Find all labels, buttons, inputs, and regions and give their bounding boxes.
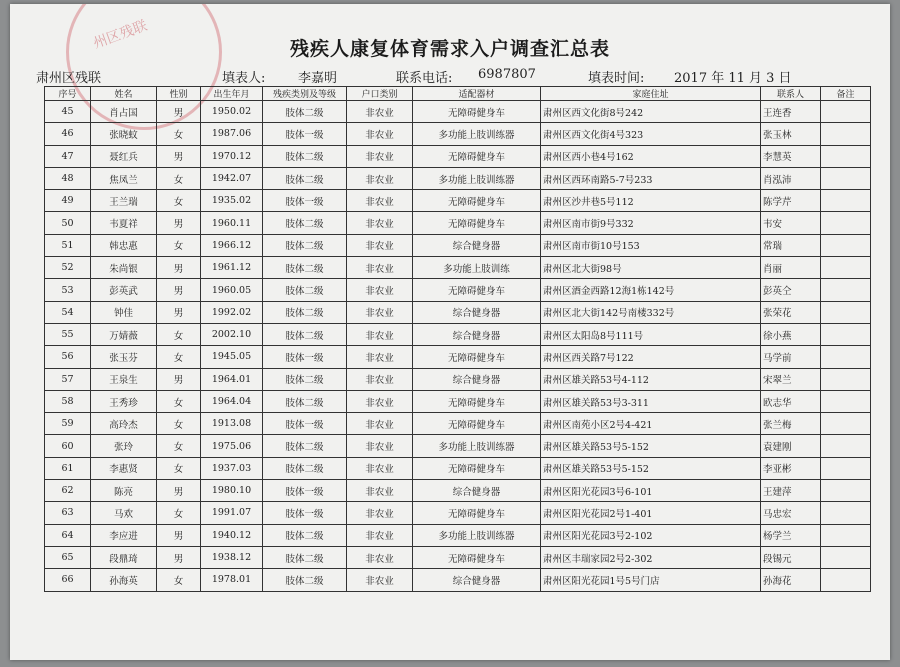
table-cell: 女 bbox=[157, 569, 201, 591]
table-cell: 无障碍健身车 bbox=[413, 546, 541, 568]
table-cell: 非农业 bbox=[347, 190, 413, 212]
table-cell: 孙海花 bbox=[761, 569, 821, 591]
table-cell: 无障碍健身车 bbox=[413, 390, 541, 412]
table-header-row bbox=[45, 87, 871, 101]
table-cell: 孙海英 bbox=[91, 569, 157, 591]
table-cell: 男 bbox=[157, 368, 201, 390]
table-cell: 57 bbox=[45, 368, 91, 390]
table-cell: 肢体二级 bbox=[263, 390, 347, 412]
document-page bbox=[10, 4, 890, 660]
table-cell: 女 bbox=[157, 234, 201, 256]
table-cell: 女 bbox=[157, 390, 201, 412]
table-cell: 聂红兵 bbox=[91, 145, 157, 167]
table-cell: 1975.06 bbox=[201, 435, 263, 457]
table-cell bbox=[821, 457, 871, 479]
table-cell: 王建萍 bbox=[761, 480, 821, 502]
table-cell bbox=[821, 234, 871, 256]
table-row bbox=[45, 546, 871, 568]
table-cell: 非农业 bbox=[347, 212, 413, 234]
date-value: 2017 年 11 月 3 日 bbox=[674, 71, 792, 86]
table-cell: 宋翠兰 bbox=[761, 368, 821, 390]
table-cell: 肢体二级 bbox=[263, 145, 347, 167]
table-cell: 53 bbox=[45, 279, 91, 301]
table-cell: 张兰梅 bbox=[761, 413, 821, 435]
table-cell bbox=[821, 212, 871, 234]
table-cell: 1991.07 bbox=[201, 502, 263, 524]
table-cell: 女 bbox=[157, 502, 201, 524]
table-cell: 张玲 bbox=[91, 435, 157, 457]
table-cell: 多功能上肢训练器 bbox=[413, 123, 541, 145]
table-cell bbox=[821, 167, 871, 189]
table-cell: 肖丽 bbox=[761, 257, 821, 279]
table-cell: 47 bbox=[45, 145, 91, 167]
filler-label: 填表人: bbox=[222, 71, 266, 86]
table-cell: 非农业 bbox=[347, 145, 413, 167]
table-cell: 肃州区阳光花园3号2-102 bbox=[541, 524, 761, 546]
table-cell bbox=[821, 390, 871, 412]
table-row bbox=[45, 167, 871, 189]
table-row bbox=[45, 123, 871, 145]
table-cell: 45 bbox=[45, 101, 91, 123]
table-cell: 肃州区西文化街4号323 bbox=[541, 123, 761, 145]
table-cell: 男 bbox=[157, 212, 201, 234]
table-cell: 非农业 bbox=[347, 301, 413, 323]
table-cell: 非农业 bbox=[347, 346, 413, 368]
seal-text: 州区残联 bbox=[91, 17, 150, 53]
table-cell: 女 bbox=[157, 323, 201, 345]
table-cell: 袁建刚 bbox=[761, 435, 821, 457]
table-cell: 1970.12 bbox=[201, 145, 263, 167]
table-cell bbox=[821, 301, 871, 323]
table-cell: 肃州区阳光花园2号1-401 bbox=[541, 502, 761, 524]
table-cell: 彭英仝 bbox=[761, 279, 821, 301]
table-cell: 王泉生 bbox=[91, 368, 157, 390]
table-cell: 陈学芹 bbox=[761, 190, 821, 212]
column-header: 性别 bbox=[157, 87, 201, 101]
table-cell: 50 bbox=[45, 212, 91, 234]
table-cell: 1913.08 bbox=[201, 413, 263, 435]
table-row bbox=[45, 413, 871, 435]
table-cell: 48 bbox=[45, 167, 91, 189]
table-cell: 综合健身器 bbox=[413, 323, 541, 345]
table-cell: 肢体一级 bbox=[263, 502, 347, 524]
table-body bbox=[45, 101, 871, 592]
table-cell: 肃州区太阳岛8号111号 bbox=[541, 323, 761, 345]
table-cell: 肖泓沛 bbox=[761, 167, 821, 189]
table-cell: 肢体一级 bbox=[263, 190, 347, 212]
unit-name: 肃州区残联 bbox=[36, 71, 102, 86]
table-cell: 张荣花 bbox=[761, 301, 821, 323]
table-cell: 2002.10 bbox=[201, 323, 263, 345]
table-cell bbox=[821, 569, 871, 591]
table-cell: 肢体二级 bbox=[263, 301, 347, 323]
table-cell: 女 bbox=[157, 190, 201, 212]
table-cell: 46 bbox=[45, 123, 91, 145]
table-cell bbox=[821, 524, 871, 546]
table-cell bbox=[821, 257, 871, 279]
table-cell: 肢体二级 bbox=[263, 368, 347, 390]
table-cell: 肢体二级 bbox=[263, 212, 347, 234]
table-cell: 非农业 bbox=[347, 279, 413, 301]
table-cell: 52 bbox=[45, 257, 91, 279]
table-cell: 1961.12 bbox=[201, 257, 263, 279]
table-cell: 非农业 bbox=[347, 390, 413, 412]
table-cell: 肃州区阳光花园3号6-101 bbox=[541, 480, 761, 502]
table-cell: 61 bbox=[45, 457, 91, 479]
table-cell: 肢体一级 bbox=[263, 123, 347, 145]
table-cell: 男 bbox=[157, 279, 201, 301]
table-cell: 非农业 bbox=[347, 457, 413, 479]
table-cell: 1945.05 bbox=[201, 346, 263, 368]
table-cell bbox=[821, 435, 871, 457]
table-cell: 55 bbox=[45, 323, 91, 345]
table-cell: 肢体二级 bbox=[263, 257, 347, 279]
table-cell: 肃州区南苑小区2号4-421 bbox=[541, 413, 761, 435]
table-row bbox=[45, 212, 871, 234]
table-cell: 段鼎琦 bbox=[91, 546, 157, 568]
table-cell: 韩忠惠 bbox=[91, 234, 157, 256]
table-cell: 万婧薇 bbox=[91, 323, 157, 345]
table-cell: 1940.12 bbox=[201, 524, 263, 546]
column-header: 适配器材 bbox=[413, 87, 541, 101]
table-cell bbox=[821, 346, 871, 368]
table-cell bbox=[821, 279, 871, 301]
table-cell: 66 bbox=[45, 569, 91, 591]
table-cell: 杨学兰 bbox=[761, 524, 821, 546]
table-cell: 1960.05 bbox=[201, 279, 263, 301]
table-cell bbox=[821, 123, 871, 145]
table-cell: 焦凤兰 bbox=[91, 167, 157, 189]
table-cell: 1964.04 bbox=[201, 390, 263, 412]
table-cell: 无障碍健身车 bbox=[413, 279, 541, 301]
table-cell: 李慧英 bbox=[761, 145, 821, 167]
table-cell: 王秀珍 bbox=[91, 390, 157, 412]
table-cell: 女 bbox=[157, 123, 201, 145]
survey-table bbox=[44, 86, 871, 592]
table-cell: 多功能上肢训练器 bbox=[413, 524, 541, 546]
table-cell: 1960.11 bbox=[201, 212, 263, 234]
table-cell: 肃州区阳光花园1号5号门店 bbox=[541, 569, 761, 591]
table-cell: 肃州区雄关路53号5-152 bbox=[541, 457, 761, 479]
table-row bbox=[45, 480, 871, 502]
table-cell: 肃州区西文化街8号242 bbox=[541, 101, 761, 123]
table-cell: 男 bbox=[157, 257, 201, 279]
table-cell: 1935.02 bbox=[201, 190, 263, 212]
table-cell: 综合健身器 bbox=[413, 480, 541, 502]
date-label: 填表时间: bbox=[588, 71, 645, 86]
column-header: 姓名 bbox=[91, 87, 157, 101]
table-cell: 1992.02 bbox=[201, 301, 263, 323]
table-row bbox=[45, 101, 871, 123]
table-row bbox=[45, 257, 871, 279]
table-cell: 欧志华 bbox=[761, 390, 821, 412]
table-cell: 马忠宏 bbox=[761, 502, 821, 524]
table-cell: 男 bbox=[157, 101, 201, 123]
table-row bbox=[45, 346, 871, 368]
table-cell: 非农业 bbox=[347, 167, 413, 189]
column-header: 家庭住址 bbox=[541, 87, 761, 101]
table-cell: 1966.12 bbox=[201, 234, 263, 256]
table-cell: 李应进 bbox=[91, 524, 157, 546]
table-cell: 1937.03 bbox=[201, 457, 263, 479]
table-cell: 肃州区酒金西路12海1栋142号 bbox=[541, 279, 761, 301]
column-header: 备注 bbox=[821, 87, 871, 101]
table-cell: 肢体二级 bbox=[263, 435, 347, 457]
table-row bbox=[45, 435, 871, 457]
table-cell: 综合健身器 bbox=[413, 234, 541, 256]
phone-number: 6987807 bbox=[478, 67, 536, 82]
document-title: 残疾人康复体育需求入户调查汇总表 bbox=[289, 38, 610, 60]
table-cell: 肢体二级 bbox=[263, 569, 347, 591]
column-header: 序号 bbox=[45, 87, 91, 101]
table-cell bbox=[821, 502, 871, 524]
table-cell: 女 bbox=[157, 413, 201, 435]
table-cell: 无障碍健身车 bbox=[413, 502, 541, 524]
table-cell: 张玉芬 bbox=[91, 346, 157, 368]
table-cell: 非农业 bbox=[347, 524, 413, 546]
table-cell: 1978.01 bbox=[201, 569, 263, 591]
table-row bbox=[45, 190, 871, 212]
table-cell: 彭英武 bbox=[91, 279, 157, 301]
table-cell: 男 bbox=[157, 524, 201, 546]
table-cell bbox=[821, 101, 871, 123]
table-cell: 58 bbox=[45, 390, 91, 412]
table-cell bbox=[821, 368, 871, 390]
table-cell: 56 bbox=[45, 346, 91, 368]
table-cell: 综合健身器 bbox=[413, 569, 541, 591]
table-cell: 综合健身器 bbox=[413, 368, 541, 390]
table-cell: 多功能上肢训练器 bbox=[413, 435, 541, 457]
table-cell: 陈亮 bbox=[91, 480, 157, 502]
table-cell: 1950.02 bbox=[201, 101, 263, 123]
column-header: 残疾类别及等级 bbox=[263, 87, 347, 101]
column-header: 户口类别 bbox=[347, 87, 413, 101]
column-header: 联系人 bbox=[761, 87, 821, 101]
table-cell: 男 bbox=[157, 480, 201, 502]
table-cell: 张晓蚊 bbox=[91, 123, 157, 145]
table-cell: 49 bbox=[45, 190, 91, 212]
table-cell: 王连香 bbox=[761, 101, 821, 123]
table-cell: 肢体二级 bbox=[263, 234, 347, 256]
table-row bbox=[45, 457, 871, 479]
table-cell: 1938.12 bbox=[201, 546, 263, 568]
table-cell: 肢体二级 bbox=[263, 101, 347, 123]
table-cell: 韦安 bbox=[761, 212, 821, 234]
table-cell bbox=[821, 413, 871, 435]
table-cell: 多功能上肢训练器 bbox=[413, 167, 541, 189]
table-cell: 肖占国 bbox=[91, 101, 157, 123]
table-cell: 肃州区南市街10号153 bbox=[541, 234, 761, 256]
table-cell: 肃州区丰瑞家园2号2-302 bbox=[541, 546, 761, 568]
table-cell: 女 bbox=[157, 346, 201, 368]
table-cell: 肢体一级 bbox=[263, 480, 347, 502]
table-cell: 非农业 bbox=[347, 323, 413, 345]
table-cell: 无障碍健身车 bbox=[413, 190, 541, 212]
table-cell: 钟佳 bbox=[91, 301, 157, 323]
table-cell: 54 bbox=[45, 301, 91, 323]
table-cell: 段锡元 bbox=[761, 546, 821, 568]
table-cell: 肢体二级 bbox=[263, 524, 347, 546]
table-cell: 非农业 bbox=[347, 569, 413, 591]
table-row bbox=[45, 279, 871, 301]
table-cell: 64 bbox=[45, 524, 91, 546]
table-cell: 徐小燕 bbox=[761, 323, 821, 345]
table-cell: 肃州区雄关路53号5-152 bbox=[541, 435, 761, 457]
table-cell bbox=[821, 480, 871, 502]
table-cell: 1964.01 bbox=[201, 368, 263, 390]
table-cell: 常瑞 bbox=[761, 234, 821, 256]
table-cell: 非农业 bbox=[347, 101, 413, 123]
table-cell: 1987.06 bbox=[201, 123, 263, 145]
table-cell: 无障碍健身车 bbox=[413, 145, 541, 167]
table-cell: 无障碍健身车 bbox=[413, 346, 541, 368]
table-cell: 59 bbox=[45, 413, 91, 435]
table-cell: 肢体二级 bbox=[263, 167, 347, 189]
table-cell: 朱尚银 bbox=[91, 257, 157, 279]
table-cell: 肢体二级 bbox=[263, 546, 347, 568]
table-cell bbox=[821, 190, 871, 212]
table-cell: 无障碍健身车 bbox=[413, 413, 541, 435]
filler-name: 李嘉明 bbox=[298, 71, 338, 86]
table-cell bbox=[821, 323, 871, 345]
table-cell: 肃州区雄关路53号4-112 bbox=[541, 368, 761, 390]
table-cell: 肃州区西小巷4号162 bbox=[541, 145, 761, 167]
table-cell: 男 bbox=[157, 301, 201, 323]
table-cell: 王兰瑞 bbox=[91, 190, 157, 212]
table-cell: 肢体一级 bbox=[263, 413, 347, 435]
table-cell: 1942.07 bbox=[201, 167, 263, 189]
table-cell: 肃州区沙井巷5号112 bbox=[541, 190, 761, 212]
table-cell: 无障碍健身车 bbox=[413, 457, 541, 479]
table-cell bbox=[821, 145, 871, 167]
table-cell: 女 bbox=[157, 435, 201, 457]
table-cell: 无障碍健身车 bbox=[413, 101, 541, 123]
column-header: 出生年月 bbox=[201, 87, 263, 101]
table-cell: 65 bbox=[45, 546, 91, 568]
table-cell: 肃州区北大街98号 bbox=[541, 257, 761, 279]
table-cell: 非农业 bbox=[347, 257, 413, 279]
table-cell: 肃州区南市街9号332 bbox=[541, 212, 761, 234]
table-cell: 李惠贤 bbox=[91, 457, 157, 479]
table-cell: 非农业 bbox=[347, 368, 413, 390]
table-cell: 62 bbox=[45, 480, 91, 502]
table-row bbox=[45, 524, 871, 546]
table-cell: 非农业 bbox=[347, 502, 413, 524]
table-cell: 肢体二级 bbox=[263, 279, 347, 301]
table-cell: 60 bbox=[45, 435, 91, 457]
table-cell: 肢体二级 bbox=[263, 457, 347, 479]
table-cell: 肃州区雄关路53号3-311 bbox=[541, 390, 761, 412]
table-cell: 63 bbox=[45, 502, 91, 524]
table-cell: 肢体二级 bbox=[263, 323, 347, 345]
table-row bbox=[45, 145, 871, 167]
table-cell: 非农业 bbox=[347, 234, 413, 256]
table-cell: 李亚彬 bbox=[761, 457, 821, 479]
table-cell: 非农业 bbox=[347, 480, 413, 502]
table-row bbox=[45, 368, 871, 390]
table-cell: 张玉林 bbox=[761, 123, 821, 145]
table-cell: 女 bbox=[157, 167, 201, 189]
table-cell: 51 bbox=[45, 234, 91, 256]
table-cell: 1980.10 bbox=[201, 480, 263, 502]
table-cell bbox=[821, 546, 871, 568]
table-cell: 高玲杰 bbox=[91, 413, 157, 435]
table-cell: 肃州区西环南路5-7号233 bbox=[541, 167, 761, 189]
table-cell: 非农业 bbox=[347, 546, 413, 568]
table-cell: 男 bbox=[157, 546, 201, 568]
table-cell: 韦夏祥 bbox=[91, 212, 157, 234]
table-cell: 多功能上肢训练 bbox=[413, 257, 541, 279]
table-row bbox=[45, 323, 871, 345]
table-cell: 无障碍健身车 bbox=[413, 212, 541, 234]
phone-label: 联系电话: bbox=[396, 71, 453, 86]
table-cell: 男 bbox=[157, 145, 201, 167]
table-cell: 非农业 bbox=[347, 123, 413, 145]
table-cell: 女 bbox=[157, 457, 201, 479]
table-cell: 非农业 bbox=[347, 413, 413, 435]
table-cell: 马学前 bbox=[761, 346, 821, 368]
table-cell: 非农业 bbox=[347, 435, 413, 457]
table-row bbox=[45, 301, 871, 323]
table-cell: 马欢 bbox=[91, 502, 157, 524]
table-row bbox=[45, 569, 871, 591]
table-row bbox=[45, 502, 871, 524]
table-row bbox=[45, 390, 871, 412]
table-cell: 肢体一级 bbox=[263, 346, 347, 368]
table-row bbox=[45, 234, 871, 256]
table-cell: 综合健身器 bbox=[413, 301, 541, 323]
table-cell: 肃州区北大街142号南楼332号 bbox=[541, 301, 761, 323]
table-cell: 肃州区西关路7号122 bbox=[541, 346, 761, 368]
